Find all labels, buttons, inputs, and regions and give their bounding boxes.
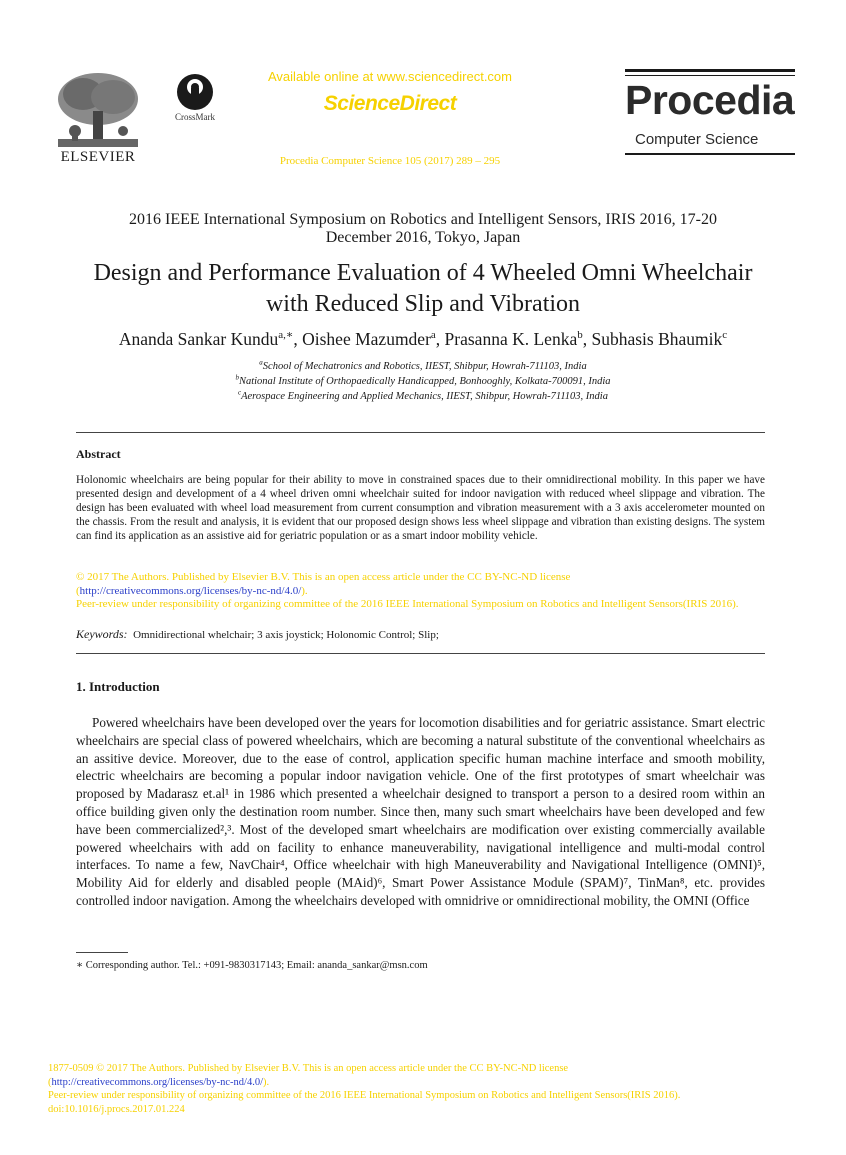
procedia-journal-logo — [625, 69, 795, 159]
divider — [76, 653, 765, 654]
author-name: Oishee Mazumder — [302, 329, 431, 349]
footnote: ∗ Corresponding author. Tel.: +091-9830317143; Email: ananda_sankar@msn.com — [76, 960, 428, 971]
license-line: (http://creativecommons.org/licenses/by-nc-nd/4.0/). — [76, 584, 308, 597]
affil-text: National Institute of Orthopaedically Handicapped, Bonhooghly, Kolkata-700091, India — [238, 376, 611, 387]
affiliation — [100, 359, 746, 374]
footer-copyright: 1877-0509 © 2017 The Authors. Published by Elsevier B.V. This is an open access article under the CC BY-NC-ND license — [48, 1063, 569, 1074]
author-affil-mark: c — [722, 329, 728, 342]
footnote-rule — [76, 952, 128, 953]
title-line: with Reduced Slip and Vibration — [265, 291, 581, 317]
affil-mark: c — [238, 388, 242, 397]
crossmark-label: CrossMark — [175, 112, 215, 122]
divider — [76, 432, 765, 433]
abstract-body: Holonomic wheelchairs are being popular for their ability to move in constrained spaces due to their omnidirectional mobility. In this paper we have presented design and development of a 4 wheel driven omni wheelchair suited for indoor navigation with reduced wheel slippage and vibration. The design has been evaluated with wheel load measurement from current consumption and vibration measurement with a 3 axis accelerometer mounted on the chassis. From the result and analysis, it is evident that our proposed design shows less wheel slippage and vibration than existing designs. The system can find its application as an assistive aid for geriatric population or as a smart indoor mobility vehicle. — [76, 474, 765, 543]
logo-rule — [625, 75, 795, 76]
footer-peer-review: Peer-review under responsibility of organizing committee of the 2016 IEEE International Symposium on Robotics and Intelligent Sensors(IRIS 2016). — [48, 1090, 681, 1102]
journal-citation: Procedia Computer Science 105 (2017) 289 – 295 — [279, 155, 501, 167]
paragraph: Powered wheelchairs have been developed over the years for locomotion disabilities and for geriatric assistance. Smart electric wheelchairs are special class of powered wheelchairs, which are becoming a natural substitute of the conventional wheelchairs as an assitive device. Moreover, due to the ease of control, application specific human machine interface and smooth mobility, electric wheelchairs are becoming a popular indoor navigation vehicle. One of the first prototypes of smart wheelchair was proposed by Madarasz et.al¹ in 1986 which presented a wheelchair designed to transport a person to a desired room within an office building given only the destination room number. Since then, many such smart wheelchairs have been developed and few have been commercialized²,³. Most of the developed smart wheelchairs are modification over existing commercially available powered wheelchairs with add on facility to enhance maneuverability, navigational intelligence and multi-modal control interfaces. To name a few, NavChair⁴, Office wheelchair with high Maneuverability and Navigational Intelligence (OMNI)⁵, Mobility Aid for elderly and disabled people (MAid)⁶, Smart Power Assistance Module (SPAM)⁷, TinMan⁸, etc. provides controlled indoor navigation. Among the wheelchairs developed with omnidrive or omnidirectional mobility, the OMNI (Office — [76, 715, 765, 908]
logo-rule — [625, 153, 795, 155]
procedia-title: Procedia — [625, 77, 795, 123]
conference-line: December 2016, Tokyo, Japan — [325, 229, 521, 246]
affiliation — [100, 389, 746, 404]
author-name: Ananda Sankar Kundu — [118, 329, 279, 349]
abstract-heading: Abstract — [76, 447, 121, 461]
author-affil-mark: b — [577, 329, 583, 342]
conference-line: 2016 IEEE International Symposium on Robotics and Intelligent Sensors, IRIS 2016, 17-20 — [129, 211, 717, 228]
footer-doi[interactable]: doi:10.1016/j.procs.2017.01.224 — [48, 1103, 185, 1115]
footer-license: (http://creativecommons.org/licenses/by-nc-nd/4.0/). — [48, 1076, 270, 1088]
author-separator: , — [293, 329, 303, 349]
sciencedirect-logo-text: ScienceDirect — [323, 92, 457, 115]
affil-mark: b — [235, 373, 239, 382]
conference-name — [60, 211, 786, 247]
peer-review-line: Peer-review under responsibility of organizing committee of the 2016 IEEE International Symposium on Robotics and Intelligent Sensors(IRIS 2016). — [76, 598, 739, 611]
author-name: Subhasis Bhaumik — [591, 329, 723, 349]
affil-text: School of Mechatronics and Robotics, IIEST, Shibpur, Howrah-711103, India — [262, 361, 587, 372]
author-affil-mark: a — [430, 329, 436, 342]
author-affil-mark: a,∗ — [278, 329, 294, 342]
publisher-name: ELSEVIER — [60, 149, 136, 165]
title-line: Design and Performance Evaluation of 4 Wheeled Omni Wheelchair — [93, 260, 753, 286]
license-link[interactable]: http://creativecommons.org/licenses/by-nc-nd/4.0/ — [79, 584, 302, 597]
author-separator: , — [435, 329, 445, 349]
section-heading: 1. Introduction — [76, 679, 160, 694]
affil-mark: a — [259, 358, 263, 367]
keywords — [76, 627, 765, 642]
affil-text: Aerospace Engineering and Applied Mechanics, IIEST, Shibpur, Howrah-711103, India — [241, 391, 608, 402]
affiliation — [100, 374, 746, 389]
keywords-label: Keywords: — [76, 627, 128, 641]
page-footer — [48, 1062, 808, 1116]
author-list — [40, 329, 806, 350]
copyright-line: © 2017 The Authors. Published by Elsevier B.V. This is an open access article under the CC BY-NC-ND license — [76, 571, 571, 583]
paper-title — [50, 258, 796, 320]
procedia-subtitle: Computer Science — [635, 131, 759, 148]
author-name: Prasanna K. Lenka — [444, 329, 578, 349]
keywords-list: Omnidirectional whelchair; 3 axis joystick; Holonomic Control; Slip; — [133, 629, 439, 641]
logo-rule — [625, 69, 795, 72]
introduction-body — [76, 714, 765, 910]
copyright-notice — [76, 571, 765, 612]
author-separator: , — [582, 329, 592, 349]
footer-license-link[interactable]: http://creativecommons.org/licenses/by-nc-nd/4.0/ — [51, 1076, 264, 1088]
affiliation-list — [100, 359, 746, 404]
available-online-text[interactable]: Available online at www.sciencedirect.com — [268, 69, 512, 84]
